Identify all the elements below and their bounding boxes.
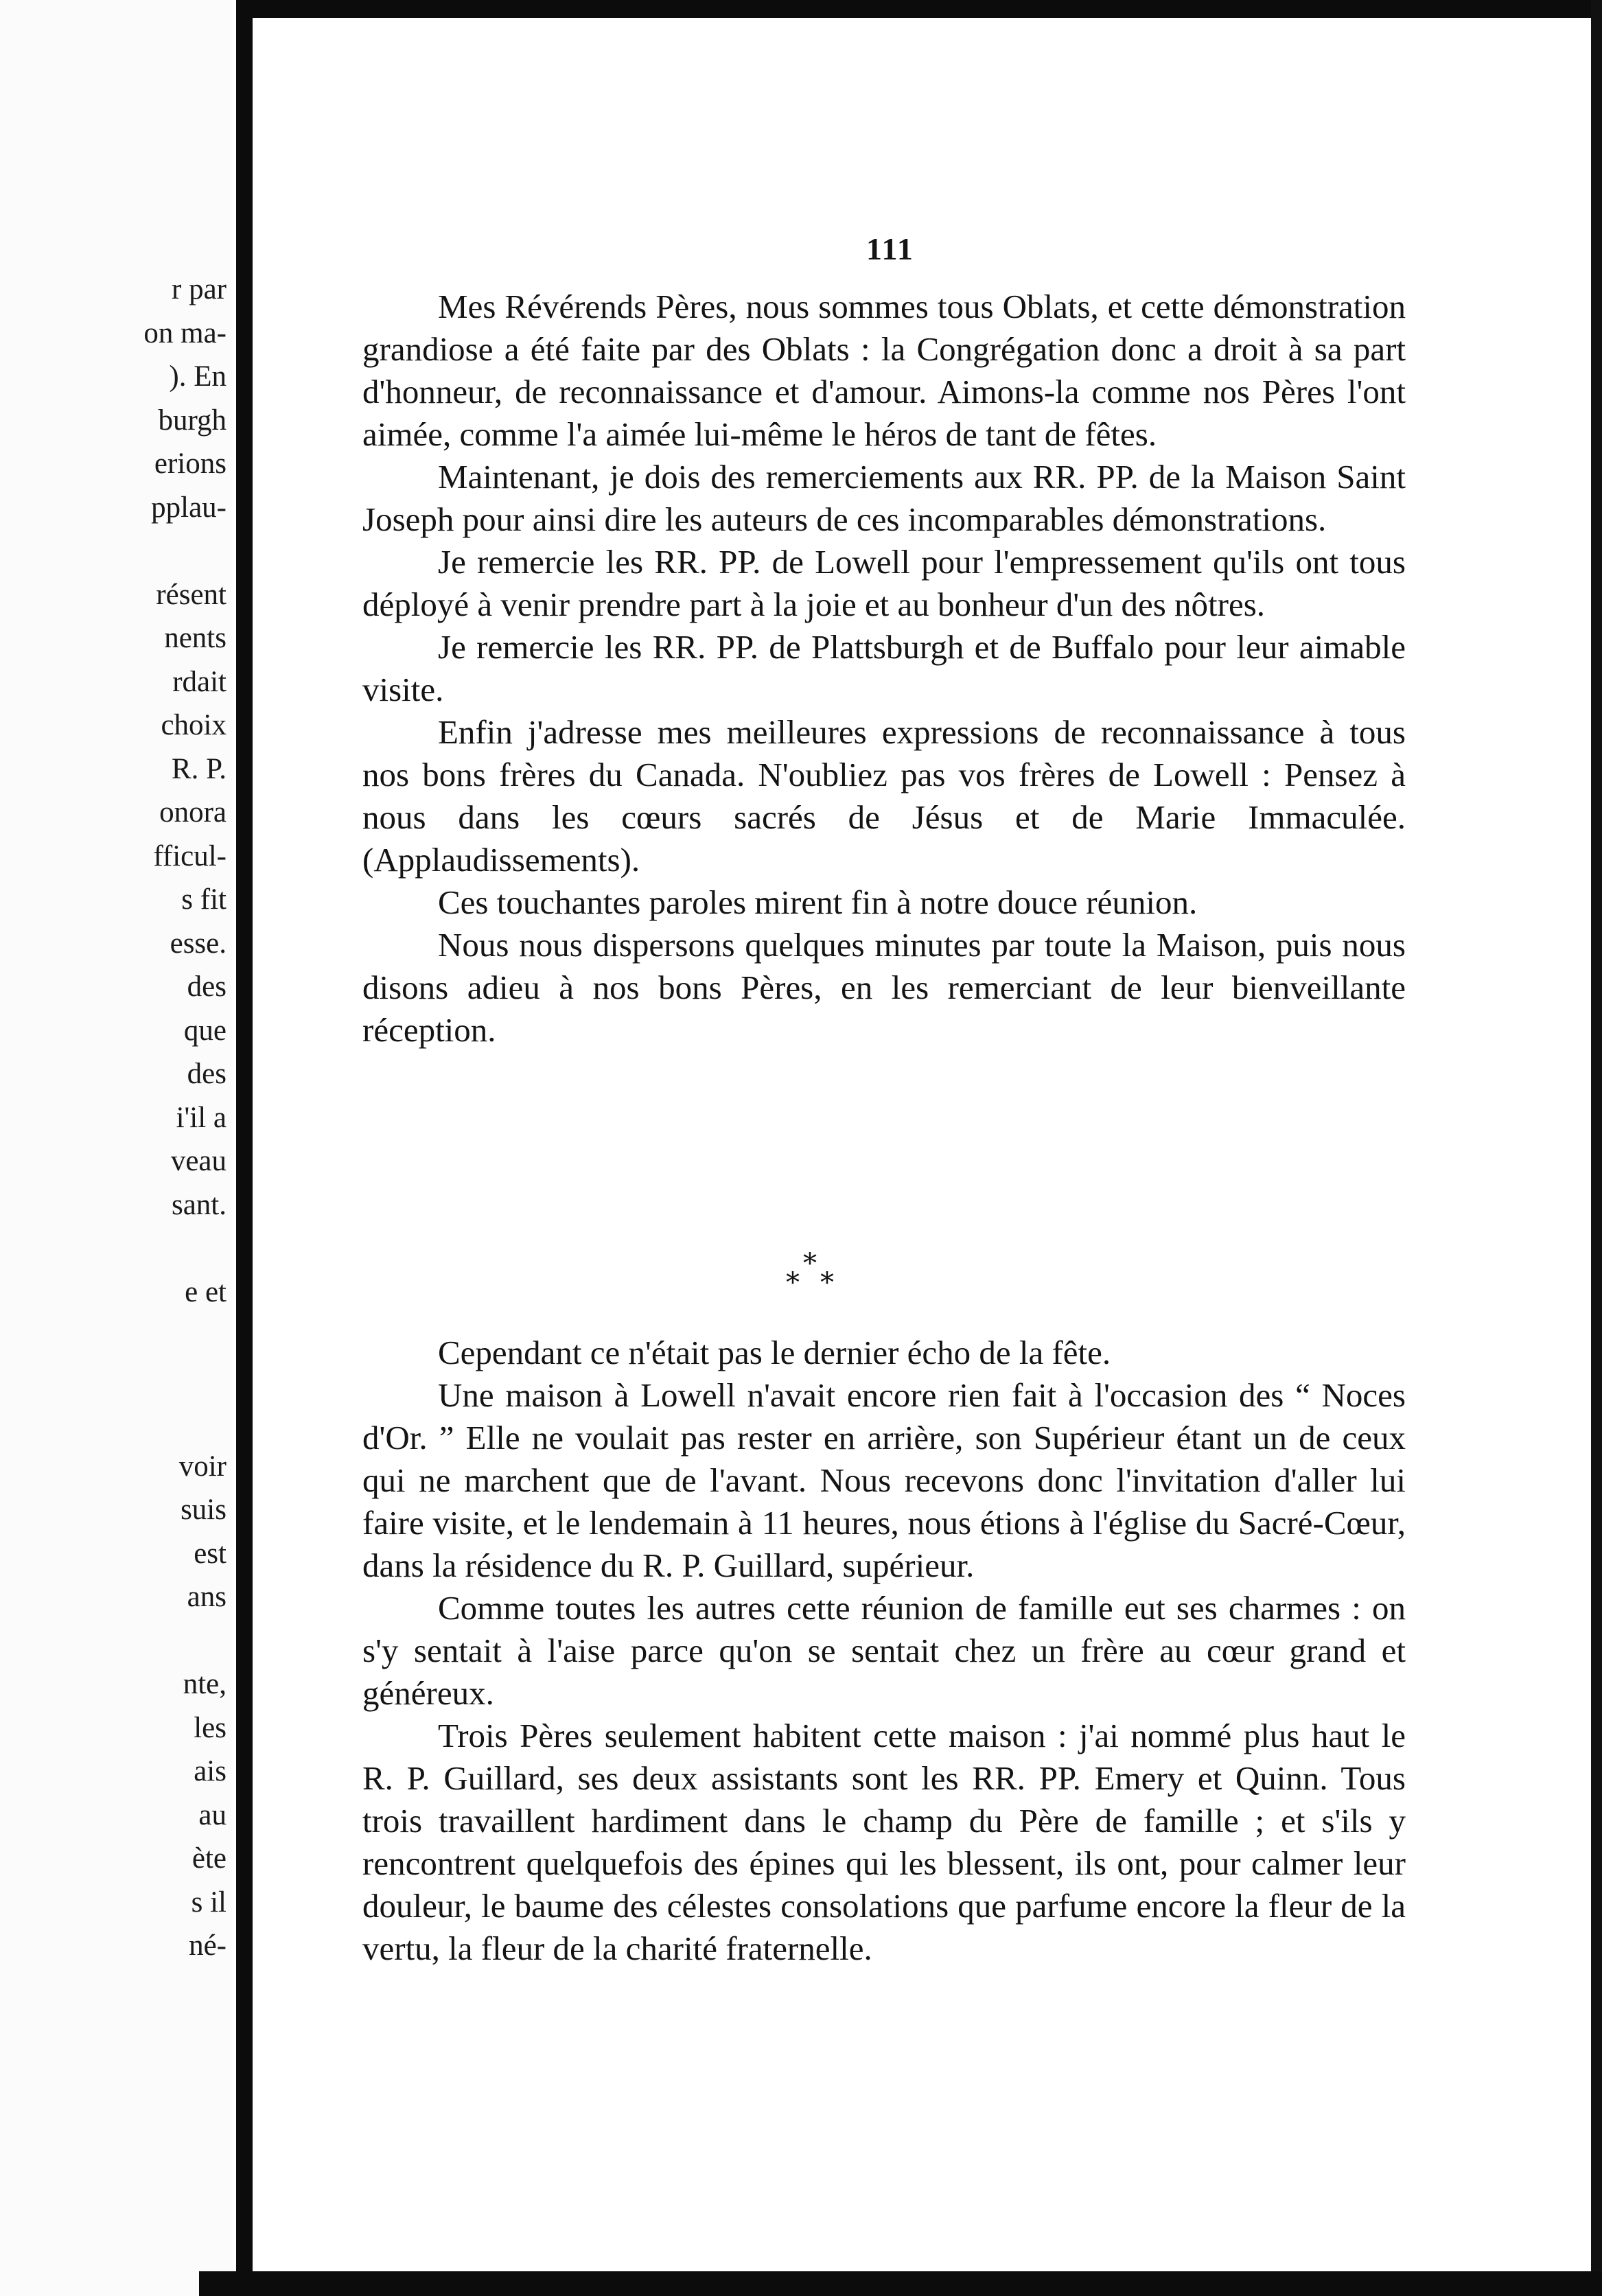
left-page-line-fragment: résent bbox=[156, 578, 227, 611]
left-page-line-fragment: suis bbox=[181, 1494, 227, 1526]
left-page-line-fragment: s fit bbox=[181, 883, 227, 916]
left-page-line-fragment: nte, bbox=[183, 1668, 227, 1700]
left-page-line-fragment: erions bbox=[154, 448, 227, 480]
left-page-line-fragment: que bbox=[183, 1014, 227, 1047]
left-page-line-fragment: e et bbox=[185, 1275, 227, 1308]
svg-text:*: * bbox=[786, 1267, 800, 1297]
left-page-line-fragment: burgh bbox=[158, 404, 227, 437]
page-top-edge bbox=[253, 0, 1602, 18]
left-page-line-fragment: voir bbox=[178, 1450, 227, 1483]
paragraph: Une maison à Lowell n'avait encore rien fait à l'occasion des “ Noces d'Or. ” Elle ne voulait pas rester en arrière, son Supérieur étant un de ceux qui ne marchent que de l'avant. Nous recevons donc l'invitation d'aller lui faire visite, et le lendemain à 11 heures, nous étions à l'église du Sacré-Cœur, dans la résidence du R. P. Guillard, supérieur. bbox=[362, 1376, 1406, 1584]
left-page-line-fragment: esse. bbox=[170, 927, 227, 960]
paragraph: Je remercie les RR. PP. de Lowell pour l'empressement qu'ils ont tous déployé à venir prendre part à la joie et au bonheur d'un des nôtres. bbox=[362, 543, 1406, 623]
left-page-line-fragment: né- bbox=[189, 1929, 227, 1962]
svg-text:*: * bbox=[803, 1249, 817, 1279]
left-page-line-fragment: on ma- bbox=[143, 316, 227, 349]
page-gutter bbox=[236, 0, 253, 2296]
left-page-line-fragment: ète bbox=[191, 1842, 227, 1875]
paragraph: Trois Pères seulement habitent cette maison : j'ai nommé plus haut le R. P. Guillard, ses deux assistants sont les RR. PP. Emery et Quinn. Tous trois travaillent hardiment dans le champ du Père de famille ; et s'ils y rencontrent quelquefois des épines qui les blessent, ils ont, pour calmer leur douleur, le baume des célestes consolations que parfume encore la fleur de la vertu, la fleur de la charité fraternelle. bbox=[362, 1717, 1406, 1967]
left-page-line-fragment: au bbox=[198, 1798, 227, 1831]
paragraph: Cependant ce n'était pas le dernier écho de la fête. bbox=[438, 1334, 1111, 1371]
page-right-edge bbox=[1591, 0, 1602, 2296]
left-page-line-fragment: des bbox=[187, 971, 227, 1003]
left-page-line-fragment: pplau- bbox=[151, 491, 227, 524]
left-page-line-fragment: R. P. bbox=[171, 752, 227, 785]
left-page-line-fragment: i'il a bbox=[176, 1101, 227, 1134]
left-page-line-fragment: nents bbox=[164, 622, 227, 654]
text-block-bottom bbox=[362, 1332, 1406, 1970]
left-page-line-fragment: les bbox=[194, 1711, 227, 1744]
left-page-line-fragment: choix bbox=[161, 709, 227, 741]
svg-text:*: * bbox=[820, 1267, 834, 1297]
page-bottom-edge bbox=[199, 2271, 1602, 2296]
left-page-line-fragment: ais bbox=[194, 1755, 227, 1787]
text-block-top bbox=[362, 286, 1406, 1052]
left-page-line-fragment: onora bbox=[159, 796, 227, 828]
left-page-line-fragment: s il bbox=[191, 1886, 227, 1918]
paragraph: Ces touchantes paroles mirent fin à notre douce réunion. bbox=[438, 883, 1198, 921]
paragraph: Comme toutes les autres cette réunion de famille eut ses charmes : on s'y sentait à l'aise parce qu'on se sentait chez un frère au cœur grand et généreux. bbox=[362, 1589, 1406, 1712]
left-page-line-fragment: veau bbox=[170, 1145, 227, 1177]
paragraph: Maintenant, je dois des remerciements aux RR. PP. de la Maison Saint Joseph pour ainsi dire les auteurs de ces incomparables démonstrations. bbox=[362, 458, 1406, 538]
left-page-line-fragment: est bbox=[194, 1537, 227, 1570]
left-page-line-fragment: fficul- bbox=[153, 839, 227, 872]
paragraph: Enfin j'adresse mes meilleures expressions de reconnaissance à tous nos bons frères du Canada. N'oubliez pas vos frères de Lowell : Pensez à nous dans les cœurs sacrés de Jésus et de Marie Immaculée. (Applaudissements). bbox=[362, 713, 1406, 879]
left-page-line-fragment: r par bbox=[172, 273, 227, 305]
left-facing-page bbox=[0, 0, 233, 2296]
left-page-line-fragment: ans bbox=[187, 1581, 227, 1613]
paragraph: Je remercie les RR. PP. de Plattsburgh et de Buffalo pour leur aimable visite. bbox=[362, 628, 1406, 708]
left-page-line-fragment: sant. bbox=[171, 1188, 227, 1221]
asterism-icon bbox=[769, 1249, 851, 1297]
left-page-line-fragment: ). En bbox=[169, 360, 227, 393]
paragraph: Nous nous dispersons quelques minutes par toute la Maison, puis nous disons adieu à nos bons Pères, en les remerciant de leur bienveillante réception. bbox=[362, 926, 1406, 1049]
left-page-line-fragment: rdait bbox=[172, 665, 227, 698]
paragraph: Mes Révérends Pères, nous sommes tous Oblats, et cette démonstration grandiose a été faite par des Oblats : la Congrégation donc a droit à sa part d'honneur, de reconnaissance et d'amour. Aimons-la comme nos Pères l'ont aimée, comme l'a aimée lui-même le héros de tant de fêtes. bbox=[362, 288, 1406, 453]
left-page-line-fragment: des bbox=[187, 1058, 227, 1090]
page-number: 111 bbox=[866, 231, 914, 266]
